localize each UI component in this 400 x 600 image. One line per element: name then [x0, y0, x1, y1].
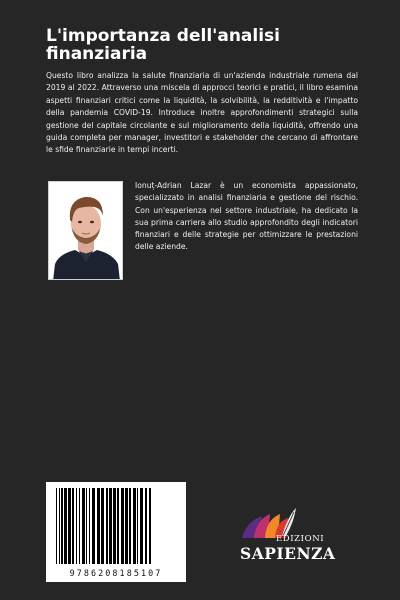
- barcode-bar: [92, 488, 95, 564]
- isbn-number: 9786208185107: [69, 568, 163, 578]
- barcode-bar: [133, 488, 136, 564]
- author-biography: Ionuț-Adrian Lazar è un economista appassionato, specializzato in analisi finanziaria e gestione del rischio. Con un'esperienza nel settore industriale, ha dedicato la sua prima carriera allo studio approfondito degli indicatori finanziari e delle strategie per ottimizzare le prestazioni delle aziende.: [135, 181, 358, 252]
- barcode-bar: [129, 488, 131, 564]
- barcode-bar: [64, 488, 67, 564]
- barcode-bar: [86, 488, 87, 564]
- isbn-barcode: [46, 482, 186, 582]
- barcode-bar: [82, 488, 85, 564]
- barcode-bar: [89, 488, 90, 564]
- barcode-bar: [109, 488, 112, 564]
- barcode-bar: [79, 488, 80, 564]
- barcode-bars: [54, 488, 178, 564]
- barcode-bar: [140, 488, 143, 564]
- book-title: L'importanza dell'analisi finanziaria: [46, 26, 280, 64]
- barcode-bar: [59, 488, 60, 564]
- barcode-bar: [149, 488, 151, 564]
- publisher-logo: [238, 506, 336, 568]
- barcode-bar: [56, 488, 57, 564]
- publisher-name-top: EDIZIONI: [276, 534, 325, 544]
- barcode-bar: [106, 488, 108, 564]
- publisher-name-bottom: SAPIENZA: [240, 544, 336, 563]
- barcode-bar: [61, 488, 63, 564]
- barcode-bar: [137, 488, 138, 564]
- barcode-bar: [145, 488, 147, 564]
- barcode-bar: [72, 488, 74, 564]
- barcode-bar: [117, 488, 119, 564]
- barcode-bar: [97, 488, 100, 564]
- barcode-bar: [125, 488, 128, 564]
- barcode-bar: [101, 488, 104, 564]
- book-synopsis: Questo libro analizza la salute finanziaria di un'azienda industriale rumena dal 2019 al 2022. Attraverso una miscela di approcci teorici e pratici, il libro esamina aspetti finanziari critici come la liquidità, la solvibilità, la redditività e l'impatto della pandemia COVID-19. Introduce inoltre approfondimenti strategici sulla gestione del capitale circolante e sul miglioramento della liquidità, offrendo una guida completa per manager, investitori e stakeholder che cercano di affrontare le sfide finanziarie in tempi incerti.: [46, 71, 358, 155]
- barcode-bar: [113, 488, 116, 564]
- author-photo: [48, 181, 123, 280]
- barcode-bar: [68, 488, 71, 564]
- barcode-bar: [76, 488, 77, 564]
- barcode-bar: [121, 488, 124, 564]
